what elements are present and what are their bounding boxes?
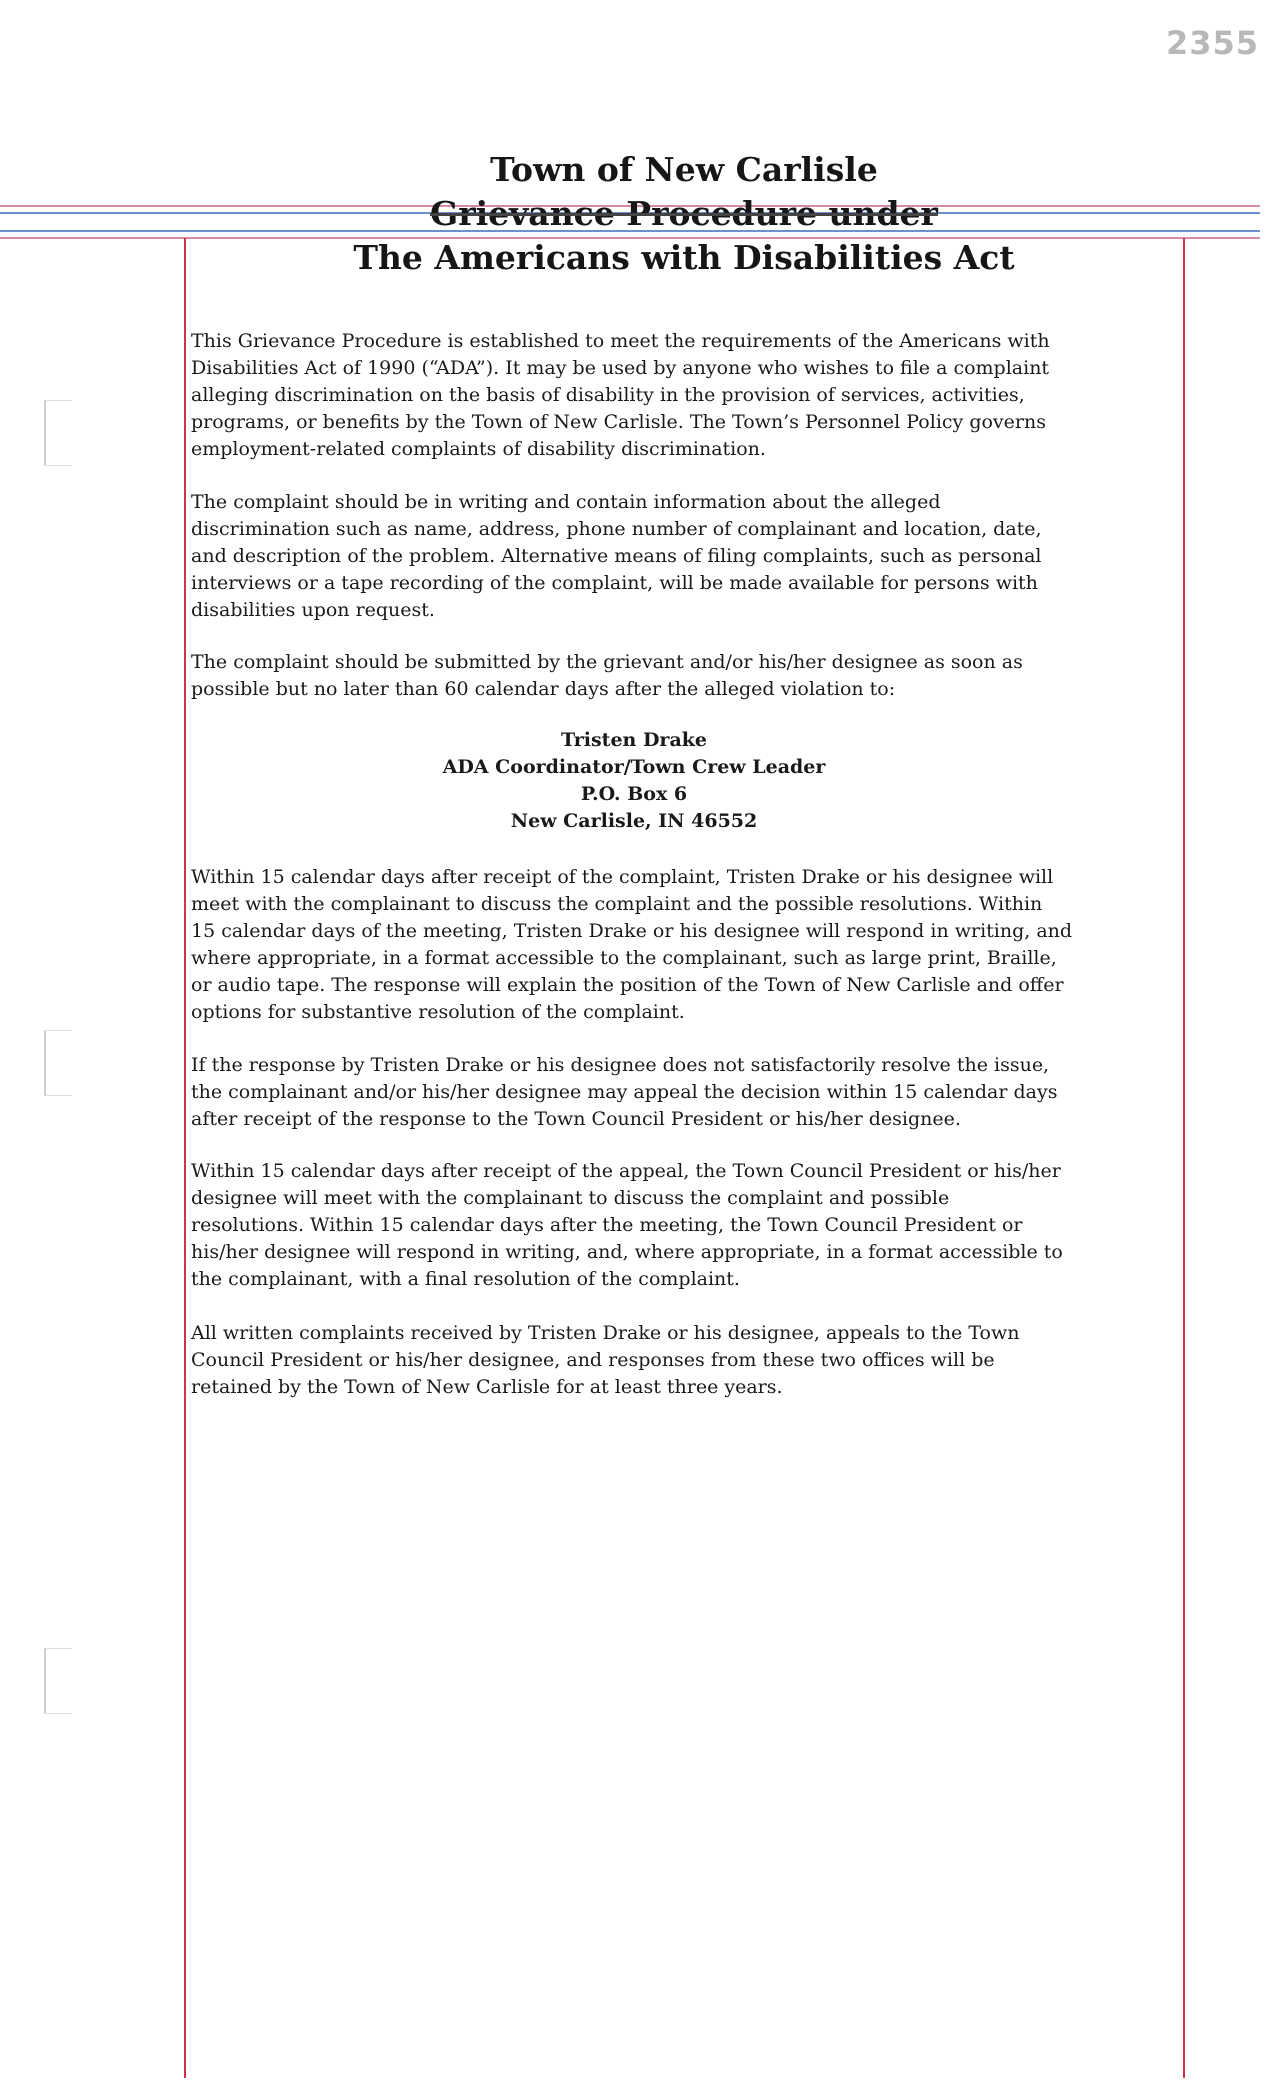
paragraph-retention: All written complaints received by Tristen Drake or his designee, appeals to the Town Council President or his/her designee, and responses from these two offices will be retained by the Town of New Carlisle for at least three years. [191,1322,1020,1398]
paragraph-appeal: If the response by Tristen Drake or his designee does not satisfactorily resolve the issue, the complainant and/or his/her designee may appeal the decision within 15 calendar days after receipt of the response to the Town Council President or his/her designee. [191,1054,1058,1130]
address-role: ADA Coordinator/Town Crew Leader [442,756,826,778]
address-name: Tristen Drake [560,729,708,751]
binder-mark [44,400,72,466]
paragraph-first-response: Within 15 calendar days after receipt of the complaint, Tristen Drake or his designee will meet with the complainant to discuss the complaint and the possible resolutions. Within 15 calendar days of the meeting, Tristen Drake or his designee will respond in writing, and where appropriate, in a format accessible to the complainant, such as large print, Braille, or audio tape. The response will explain the position of the Town of New Carlisle and offer options for substantive resolution of the complaint. [191,866,1073,1023]
document-subtitle: The Americans with Disabilities Act [353,238,1015,277]
document-subtitle-struck: Grievance Procedure under [430,194,938,233]
address-city: New Carlisle, IN 46552 [510,810,758,832]
paragraph-complaint-contents: The complaint should be in writing and contain information about the alleged discrimination such as name, address, phone number of complainant and location, date, and description of the problem. Alternative means of filing complaints, such as personal interviews or a tape recording of the complaint, will be made available for persons with disabilities upon request. [191,491,1042,621]
binder-mark [44,1648,72,1714]
paragraph-appeal-response: Within 15 calendar days after receipt of the appeal, the Town Council President or his/her designee will meet with the complainant to discuss the complaint and possible resolutions. Within 15 calendar days after the meeting, the Town Council President or his/her designee will respond in writing, and, where appropriate, in a format accessible to the complainant, with a final resolution of the complaint. [191,1160,1063,1290]
page-number: 2355 [1165,24,1259,62]
binder-mark [44,1030,72,1096]
paragraph-purpose: This Grievance Procedure is established to meet the requirements of the Americans with Disabilities Act of 1990 (“ADA”). It may be used by anyone who wishes to file a complaint alleging discrimination on the basis of disability in the provision of services, activities, programs, or benefits by the Town of New Carlisle. The Town’s Personnel Policy governs employment-related complaints of disability discrimination. [191,330,1050,460]
address-po-box: P.O. Box 6 [580,783,688,805]
right-margin-line [1183,238,1185,2078]
address-block [184,727,1084,835]
paragraph-submission: The complaint should be submitted by the grievant and/or his/her designee as soon as possible but no later than 60 calendar days after the alleged violation to: [191,651,1023,700]
document-header [184,148,1184,280]
document-title: Town of New Carlisle [490,150,878,189]
left-margin-line [184,238,186,2078]
